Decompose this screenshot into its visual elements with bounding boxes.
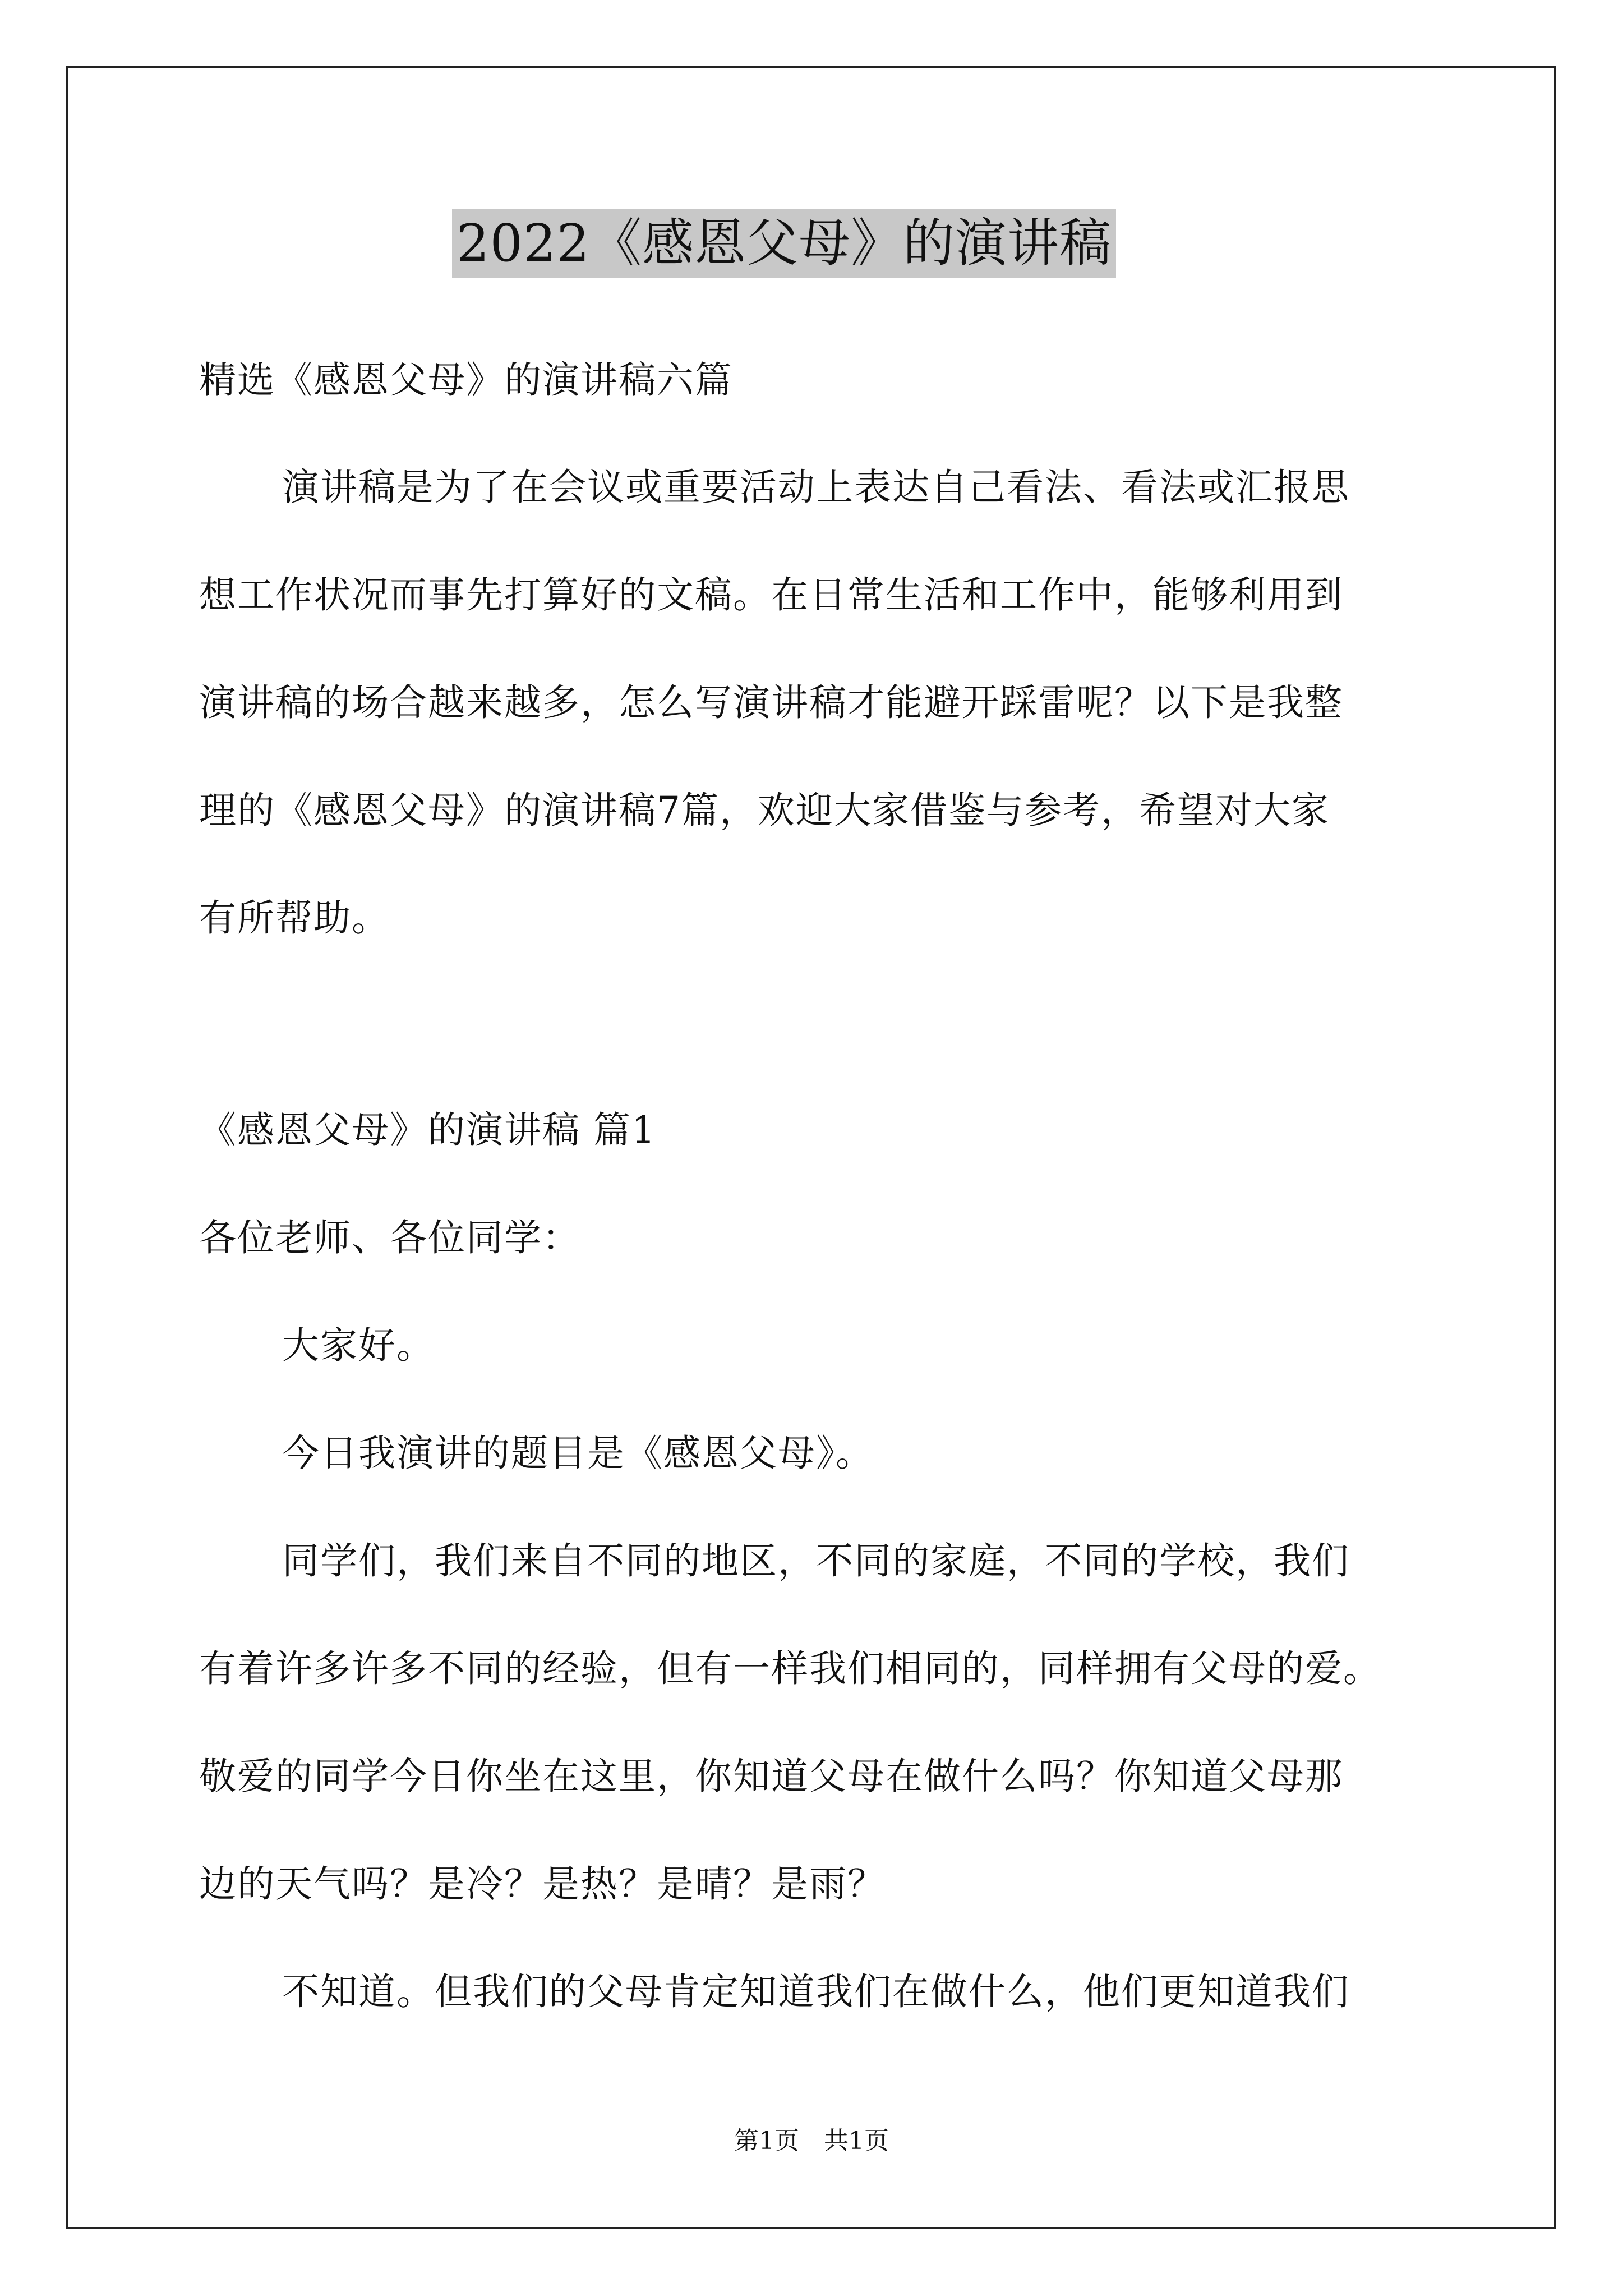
body-line-2: 有着许多许多不同的经验，但有一样我们相同的，同样拥有父母的爱。 [199,1647,1381,1690]
section-heading: 《感恩父母》的演讲稿 篇1 [199,1108,656,1152]
body-line-1: 同学们，我们来自不同的地区，不同的家庭，不同的学校，我们 [282,1539,1350,1582]
intro-line-5: 有所帮助。 [199,896,390,940]
subtitle: 精选《感恩父母》的演讲稿六篇 [199,358,733,402]
intro-line-1: 演讲稿是为了在会议或重要活动上表达自己看法、看法或汇报思 [282,466,1350,509]
intro-line-3: 演讲稿的场合越来越多，怎么写演讲稿才能避开踩雷呢？以下是我整 [199,681,1343,724]
body-line-4: 边的天气吗？是冷？是热？是晴？是雨？ [199,1862,886,1906]
topic-line: 今日我演讲的题目是《感恩父母》。 [282,1432,874,1475]
intro-line-2: 想工作状况而事先打算好的文稿。在日常生活和工作中，能够利用到 [199,573,1343,616]
greeting: 大家好。 [282,1324,435,1367]
salutation: 各位老师、各位同学： [199,1216,580,1259]
document-title: 2022《感恩父母》的演讲稿 [452,209,1116,278]
body-line-3: 敬爱的同学今日你坐在这里，你知道父母在做什么吗？你知道父母那 [199,1755,1343,1798]
page-footer: 第1页 共1页 [734,2127,889,2155]
intro-line-4: 理的《感恩父母》的演讲稿7篇，欢迎大家借鉴与参考，希望对大家 [199,789,1330,832]
body-line-5: 不知道。但我们的父母肯定知道我们在做什么，他们更知道我们 [282,1970,1350,2013]
